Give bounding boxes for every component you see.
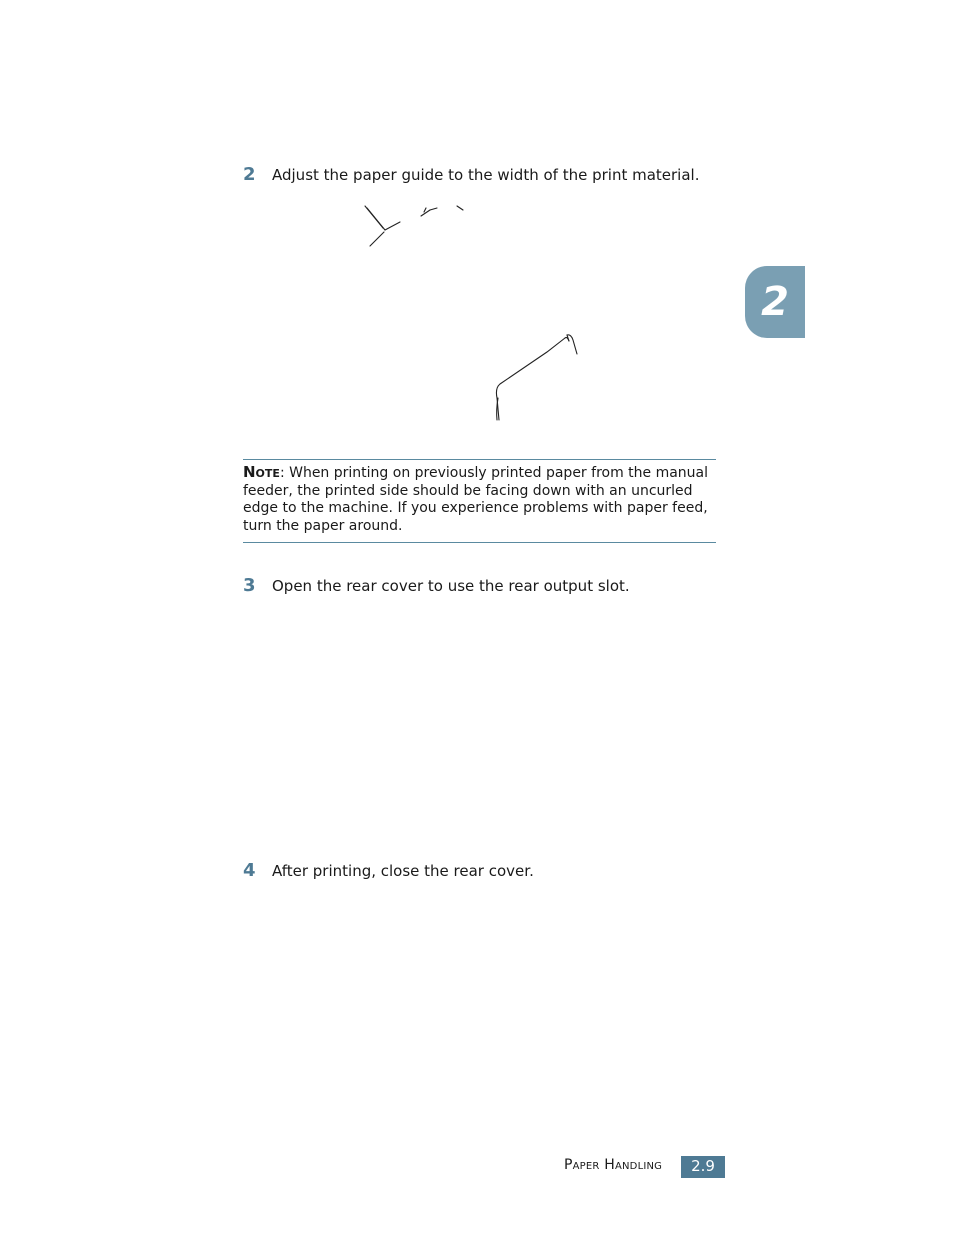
step-instruction: Adjust the paper guide to the width of the print material. [272,166,700,184]
chapter-number: 2 [761,279,789,325]
step-instruction: After printing, close the rear cover. [272,862,534,880]
footer-section-title: Paper Handling [564,1157,663,1173]
footer-page-number: 2.9 [681,1156,725,1178]
paper-guide-illustration [355,198,595,430]
step-number: 4 [243,860,256,881]
note-box [243,459,716,543]
note-label: Note [243,463,280,481]
step-4 [243,860,534,881]
note-text: : When printing on previously printed paper from the manual feeder, the printed side should be facing down with an uncurled edge to the machine. If you experience problems with paper feed, turn the paper around. [243,465,709,534]
step-number: 3 [243,575,256,596]
step-number: 2 [243,164,256,185]
step-2 [243,164,699,185]
chapter-tab [745,266,805,338]
step-instruction: Open the rear cover to use the rear output slot. [272,577,630,595]
step-3 [243,575,630,596]
